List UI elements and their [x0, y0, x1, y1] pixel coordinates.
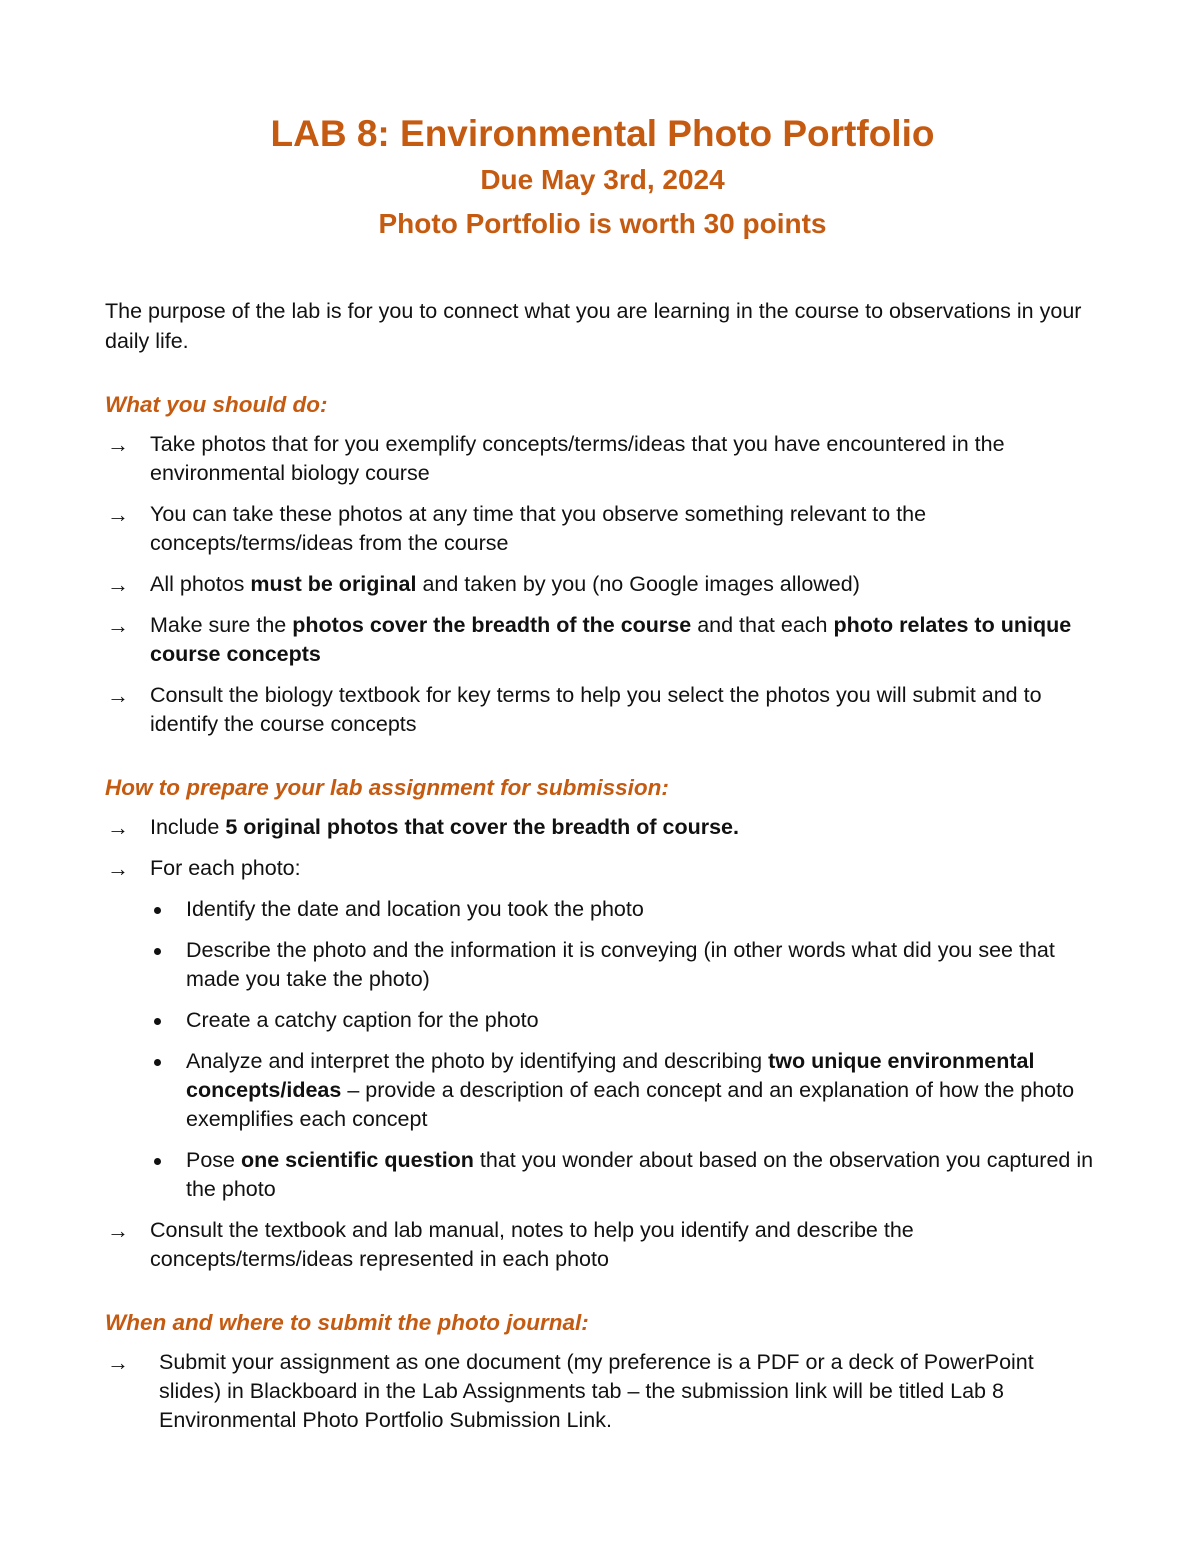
bullet-emphasis: two unique environmental concepts/ideas	[186, 1049, 1035, 1102]
list-item-text: For each photo:	[150, 856, 301, 880]
page-title: LAB 8: Environmental Photo Portfolio	[270, 113, 935, 154]
section-heading-what-to-do: What you should do:	[105, 392, 328, 417]
bullet-item	[150, 1006, 1100, 1035]
list-item	[105, 500, 1100, 558]
points-worth: Photo Portfolio is worth 30 points	[378, 208, 827, 239]
list-item-text: and that each	[691, 613, 834, 637]
arrow-icon: →	[107, 613, 129, 638]
bullet-text: Pose	[186, 1148, 241, 1172]
list-item-text: You can take these photos at any time that you observe something relevant to the concepts/terms/ideas from the course	[150, 502, 927, 555]
bullet-text: that you wonder about based on the observation you captured in the photo	[186, 1148, 1094, 1201]
bullet-item	[150, 1146, 1100, 1204]
bullet-text: Identify the date and location you took the photo	[186, 897, 644, 921]
section-heading-when-where: When and where to submit the photo journal:	[105, 1310, 589, 1335]
list-item	[105, 854, 1100, 1204]
list-item-text: Submit your assignment as one document (my preference is a PDF or a deck of PowerPoint slides) in Blackboard in the Lab Assignments tab – the submission link will be titled Lab 8 Environmental Photo Portfolio Submission Link.	[159, 1350, 1034, 1432]
list-item-text: Consult the biology textbook for key terms to help you select the photos you will submit and to identify the course concepts	[150, 683, 1042, 736]
submission-list	[105, 1348, 1100, 1435]
arrow-icon: →	[107, 1218, 129, 1243]
list-item	[105, 570, 1100, 599]
arrow-icon: →	[107, 683, 129, 708]
bullet-text: – provide a description of each concept and an explanation of how the photo exemplifies each concept	[186, 1078, 1075, 1131]
list-item-emphasis: photo relates to unique course concepts	[150, 613, 1072, 666]
bullet-text: Describe the photo and the information it is conveying (in other words what did you see that made you take the photo)	[186, 938, 1055, 991]
list-item	[105, 1216, 1100, 1274]
bullet-item	[150, 1047, 1100, 1134]
intro-paragraph: The purpose of the lab is for you to connect what you are learning in the course to observations in your daily life.	[105, 299, 1082, 353]
list-item-text: All photos	[150, 572, 251, 596]
arrow-icon: →	[107, 1350, 129, 1375]
how-to-prepare-list	[105, 813, 1100, 1274]
list-item-text: and taken by you (no Google images allowed)	[416, 572, 860, 596]
list-item	[105, 681, 1100, 739]
list-item	[105, 1348, 1100, 1435]
list-item-emphasis: must be original	[250, 572, 417, 596]
arrow-icon: →	[107, 502, 129, 527]
list-item	[105, 611, 1100, 669]
bullet-text: Analyze and interpret the photo by identifying and describing	[186, 1049, 769, 1073]
document-page	[105, 110, 1100, 1447]
bullet-emphasis: one scientific question	[240, 1148, 474, 1172]
list-item	[105, 813, 1100, 842]
arrow-icon: →	[107, 432, 129, 457]
bullet-item	[150, 895, 1100, 924]
arrow-icon: →	[107, 856, 129, 881]
bullet-item	[150, 936, 1100, 994]
list-item-emphasis: 5 original photos that cover the breadth of course.	[225, 815, 739, 839]
what-to-do-list	[105, 430, 1100, 739]
section-heading-how-to-prepare: How to prepare your lab assignment for submission:	[105, 775, 669, 800]
list-item	[105, 430, 1100, 488]
list-item-text: Consult the textbook and lab manual, notes to help you identify and describe the concepts/terms/ideas represented in each photo	[150, 1218, 914, 1271]
arrow-icon: →	[107, 815, 129, 840]
list-item-text: Include	[150, 815, 226, 839]
list-item-text: Make sure the	[150, 613, 293, 637]
list-item-emphasis: photos cover the breadth of the course	[292, 613, 692, 637]
bullet-text: Create a catchy caption for the photo	[186, 1008, 539, 1032]
per-photo-bullets	[150, 895, 1100, 1204]
arrow-icon: →	[107, 572, 129, 597]
list-item-text: Take photos that for you exemplify concepts/terms/ideas that you have encountered in the environmental biology course	[150, 432, 1005, 485]
due-date: Due May 3rd, 2024	[480, 164, 725, 195]
